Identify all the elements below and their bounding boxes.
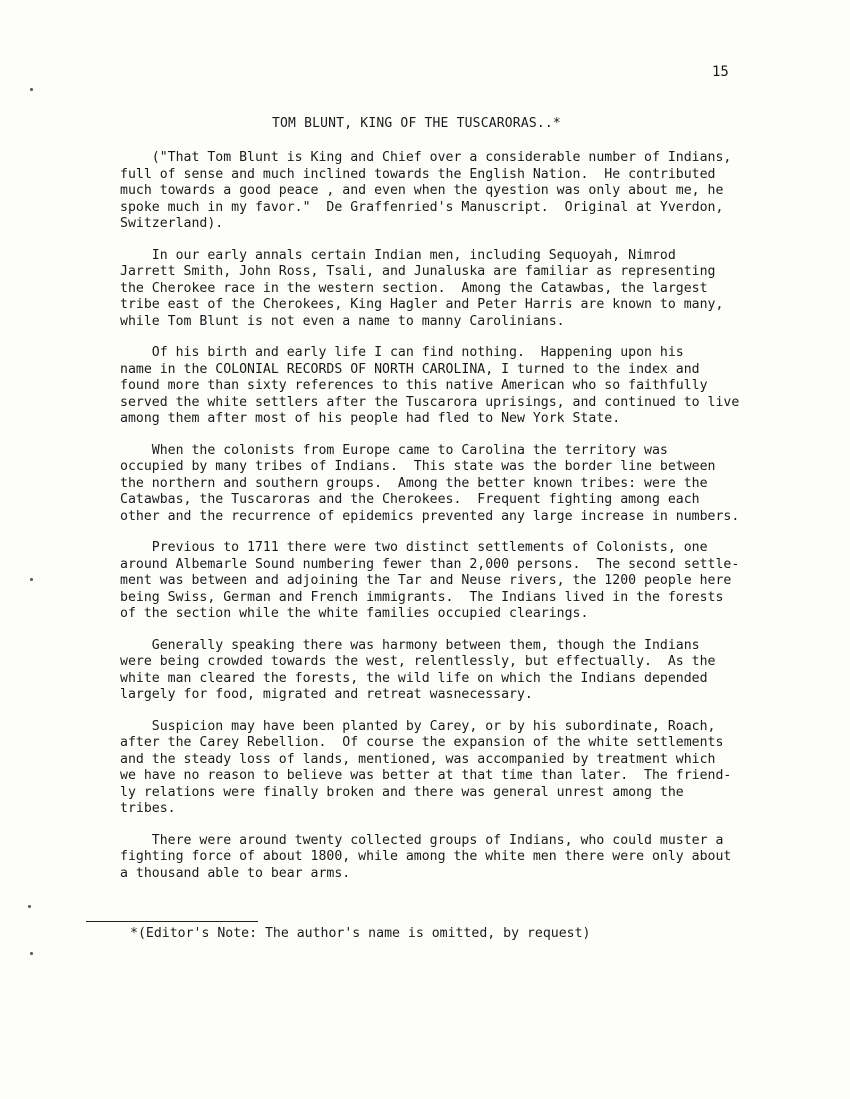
footnote: *(Editor's Note: The author's name is omitted, by request) xyxy=(130,926,591,941)
paragraph xyxy=(120,638,760,704)
text-line: Suspicion may have been planted by Carey, or by his subordinate, Roach, xyxy=(120,718,716,734)
text-line: tribe east of the Cherokees, King Hagler and Peter Harris are known to many, xyxy=(120,297,724,312)
text-line: were being crowded towards the west, relentlessly, but effectually. As the xyxy=(120,654,716,669)
footnote-divider xyxy=(86,921,258,922)
text-line: of the section while the white families occupied clearings. xyxy=(120,606,589,621)
paragraph xyxy=(120,443,760,526)
text-line: fighting force of about 1800, while among the white men there were only about xyxy=(120,849,732,864)
text-line: a thousand able to bear arms. xyxy=(120,865,351,881)
paragraph xyxy=(120,833,760,883)
page-number: 15 xyxy=(712,64,729,80)
text-line: while Tom Blunt is not even a name to manny Carolinians. xyxy=(120,313,565,329)
text-line: In our early annals certain Indian men, including Sequoyah, Nimrod xyxy=(120,247,676,263)
article-body xyxy=(120,150,760,897)
text-line: among them after most of his people had fled to New York State. xyxy=(120,411,621,426)
text-line: Of his birth and early life I can find nothing. Happening upon his xyxy=(120,345,684,360)
text-line: ly relations were finally broken and there was general unrest among the xyxy=(120,784,684,800)
paragraph xyxy=(120,345,760,428)
text-line: largely for food, migrated and retreat wasnecessary. xyxy=(120,687,533,702)
text-line: the northern and southern groups. Among the better known tribes: were the xyxy=(120,475,708,491)
text-line: tribes. xyxy=(120,801,176,816)
text-line: and the steady loss of lands, mentioned, was accompanied by treatment which xyxy=(120,751,716,767)
text-line: When the colonists from Europe came to Carolina the territory was xyxy=(120,442,668,458)
text-line: spoke much in my favor." De Graffenried's Manuscript. Original at Yverdon, xyxy=(120,199,724,215)
text-line: being Swiss, German and French immigrants. The Indians lived in the forests xyxy=(120,589,724,605)
text-line: other and the recurrence of epidemics prevented any large increase in numbers. xyxy=(120,508,740,524)
paragraph xyxy=(120,150,760,233)
text-line: found more than sixty references to this native American who so faithfully xyxy=(120,378,708,393)
margin-mark xyxy=(30,952,33,955)
text-line: served the white settlers after the Tuscarora uprisings, and continued to live xyxy=(120,394,740,410)
margin-mark xyxy=(30,88,33,91)
text-line: Switzerland). xyxy=(120,216,224,231)
text-line: name in the COLONIAL RECORDS OF NORTH CAROLINA, I turned to the index and xyxy=(120,361,700,377)
text-line: around Albemarle Sound numbering fewer than 2,000 persons. The second settle- xyxy=(120,556,740,572)
text-line: Jarrett Smith, John Ross, Tsali, and Junaluska are familiar as representing xyxy=(120,264,716,279)
article-title: TOM BLUNT, KING OF THE TUSCARORAS..* xyxy=(272,116,561,131)
text-line: full of sense and much inclined towards the English Nation. He contributed xyxy=(120,166,716,182)
text-line: Generally speaking there was harmony between them, though the Indians xyxy=(120,637,700,653)
margin-mark xyxy=(30,578,33,581)
text-line: There were around twenty collected groups of Indians, who could muster a xyxy=(120,832,724,848)
text-line: much towards a good peace , and even when the qyestion was only about me, he xyxy=(120,183,724,198)
margin-mark xyxy=(28,905,31,908)
text-line: ment was between and adjoining the Tar and Neuse rivers, the 1200 people here xyxy=(120,573,732,588)
text-line: after the Carey Rebellion. Of course the expansion of the white settlements xyxy=(120,735,724,750)
paragraph xyxy=(120,719,760,818)
text-line: white man cleared the forests, the wild life on which the Indians depended xyxy=(120,670,708,686)
text-line: occupied by many tribes of Indians. This state was the border line between xyxy=(120,459,716,474)
paragraph xyxy=(120,248,760,331)
text-line: Catawbas, the Tuscaroras and the Cherokees. Frequent fighting among each xyxy=(120,492,700,507)
text-line: Previous to 1711 there were two distinct settlements of Colonists, one xyxy=(120,540,708,555)
text-line: we have no reason to believe was better at that time than later. The friend- xyxy=(120,768,732,783)
text-line: ("That Tom Blunt is King and Chief over a considerable number of Indians, xyxy=(120,150,732,165)
text-line: the Cherokee race in the western section. Among the Catawbas, the largest xyxy=(120,280,708,296)
paragraph xyxy=(120,540,760,623)
